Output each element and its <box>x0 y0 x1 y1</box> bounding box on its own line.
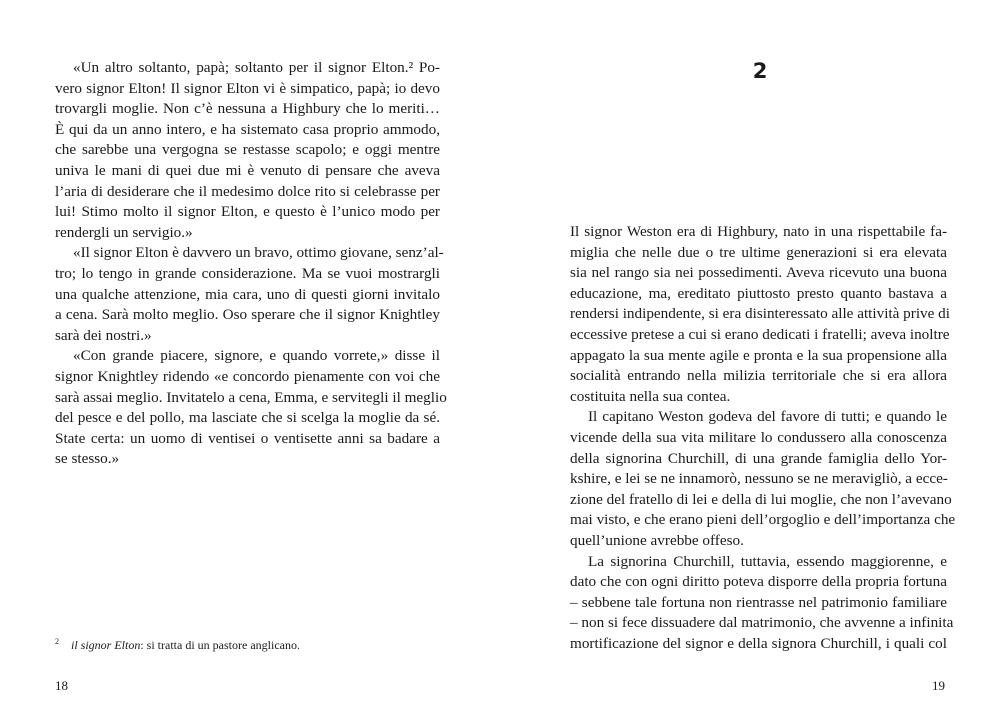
text-line: State certa: un uomo di ventisei o ventisette anni sa badare a <box>55 429 440 447</box>
text-line: miglia che nelle due o tre ultime generazioni si era elevata <box>570 243 947 261</box>
text-line: tro; lo tengo in grande considerazione. Ma se vuoi mostrargli <box>55 265 440 282</box>
text-line: eccessive pretese a cui si erano dedicati i fratelli; aveva inoltre <box>570 326 950 343</box>
text-line: che sarebbe una vergogna se restasse scapolo; e oggi mentre <box>55 141 440 159</box>
text-line: «Un altro soltanto, papà; soltanto per il signor Elton.² Po- <box>73 59 440 76</box>
text-line: vicende della sua vita militare lo condussero alla conoscenza <box>570 429 947 446</box>
text-line: trovargli moglie. Non c’è nessuna a Highbury che lo meriti… <box>55 100 440 118</box>
text-line: kshire, e lei se ne innamorò, nessuno se ne meravigliò, a ecce- <box>570 470 948 488</box>
text-line: quell’unione avrebbe offeso. <box>570 532 744 549</box>
text-line: – non si fece dissuadere dal matrimonio, che avvenne a infinita <box>570 614 954 632</box>
text-line: del pesce e del pollo, ma lasciate che si scelga la moglie da sé. <box>55 409 440 427</box>
text-line: La signorina Churchill, tuttavia, essendo maggiorenne, e <box>588 552 947 570</box>
text-line: dato che con ogni diritto poteva disporre della propria fortuna <box>570 573 947 591</box>
text-line: se stesso.» <box>55 450 120 468</box>
text-line: l’aria di desiderare che il medesimo dolce rito si celebrasse per <box>55 182 440 200</box>
text-line: vero signor Elton! Il signor Elton vi è simpatico, papà; io devo <box>55 79 440 97</box>
text-line: della signorina Churchill, di una grande famiglia dello Yor- <box>570 449 947 467</box>
text-line: zione del fratello di lei e della di lui moglie, che non l’avevano <box>570 490 952 508</box>
text-line: sia nel rango sia nei possedimenti. Aveva ricevuto una buona <box>570 264 947 282</box>
text-line: mortificazione del signor e della signora Churchill, i quali col <box>570 635 947 652</box>
text-line: appagato la sua mente agile e pronta e la sua propensione alla <box>570 346 947 364</box>
text-line: «Il signor Elton è davvero un bravo, ottimo giovane, senz’al- <box>73 244 444 262</box>
text-line: costituita nella sua contea. <box>570 387 731 405</box>
text-line: sarà assai meglio. Invitatelo a cena, Emma, e servitegli il meglio <box>55 388 447 406</box>
text-line: socialità entrando nella milizia territoriale che si era allora <box>570 367 947 385</box>
text-line: una qualche attenzione, mia cara, uno di questi giorni invitalo <box>55 285 440 303</box>
text-line: Il capitano Weston godeva del favore di tutti; e quando le <box>588 408 947 426</box>
text-line: sarà dei nostri.» <box>55 326 152 344</box>
text-line: lui! Stimo molto il signor Elton, e questo è l’unico modo per <box>55 203 440 221</box>
text-line: – sebbene tale fortuna non rientrasse nel patrimonio familiare <box>570 593 947 611</box>
chapter-number: 2 <box>752 59 768 83</box>
right-page <box>500 0 1000 720</box>
text-line: «Con grande piacere, signore, e quando vorrete,» disse il <box>73 347 440 365</box>
text-line: univa le mani di quei due mi è venuto di pensare che aveva <box>55 162 440 179</box>
text-line: rendersi indipendente, si era disinteressato alle attività prive di <box>570 305 950 323</box>
footnote-term: il signor Elton <box>71 638 141 652</box>
text-line: rendergli un servigio.» <box>55 223 193 241</box>
text-line: È qui da un anno intero, e ha sistemato casa proprio ammodo, <box>55 120 440 138</box>
page-number-left: 18 <box>55 678 68 693</box>
text-line: a cena. Sarà molto meglio. Oso sperare che il signor Knightley <box>55 306 440 324</box>
footnote <box>55 634 300 653</box>
text-line: mai visto, e che erano pieni dell’orgoglio e dell’importanza che <box>570 511 956 529</box>
footnote-text: : si tratta di un pastore anglicano. <box>140 638 300 652</box>
footnote-marker: 2 <box>55 637 59 646</box>
page-number-right: 19 <box>932 678 945 693</box>
text-line: educazione, ma, ereditato piuttosto presto quanto bastava a <box>570 284 947 302</box>
text-line: signor Knightley ridendo «e concordo pienamente con voi che <box>55 368 440 385</box>
text-line: Il signor Weston era di Highbury, nato in una rispettabile fa- <box>570 223 947 240</box>
